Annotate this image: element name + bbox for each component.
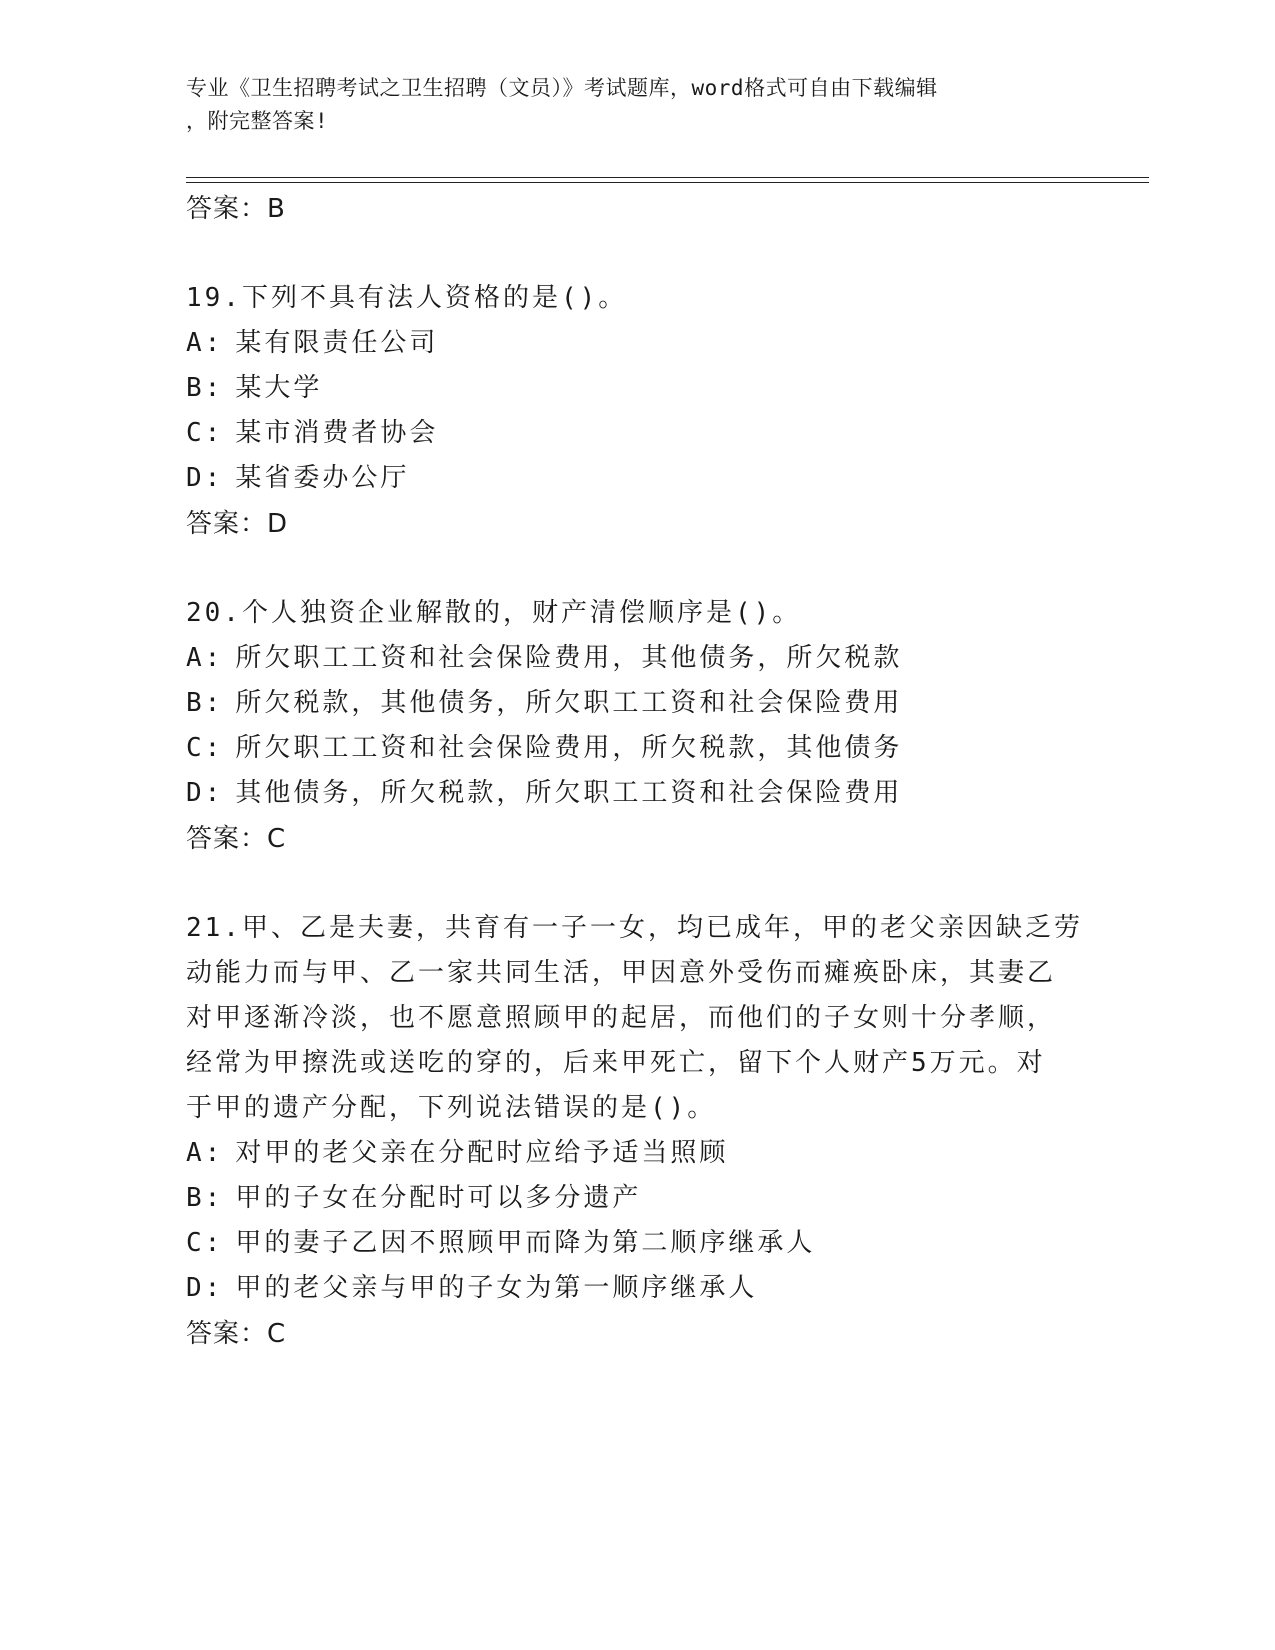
option-b — [186, 681, 1086, 726]
option-a — [186, 636, 1086, 681]
document-header — [186, 72, 1066, 138]
question-stem: 20.个人独资企业解散的，财产清偿顺序是()。 — [186, 598, 802, 628]
answer-line: 答案：C — [186, 824, 287, 854]
answer-line: 答案：C — [186, 1319, 287, 1349]
option-a — [186, 321, 1086, 366]
option-key: A: — [186, 643, 224, 673]
header-line-1: 专业《卫生招聘考试之卫生招聘（文员）》考试题库，word格式可自由下载编辑 — [186, 76, 938, 100]
option-c — [186, 726, 1086, 771]
question-stem-line: 经常为甲擦洗或送吃的穿的，后来甲死亡，留下个人财产5万元。对 — [186, 1048, 1046, 1078]
option-text: 所欠职工工资和社会保险费用，其他债务，所欠税款 — [235, 643, 903, 673]
option-key: C: — [186, 733, 224, 763]
option-key: B: — [186, 688, 224, 718]
question-20 — [186, 591, 1086, 862]
option-key: B: — [186, 1183, 224, 1213]
option-key: C: — [186, 418, 224, 448]
option-c — [186, 1221, 1086, 1266]
option-text: 甲的妻子乙因不照顾甲而降为第二顺序继承人 — [235, 1228, 816, 1258]
option-a — [186, 1131, 1086, 1176]
option-key: D: — [186, 778, 224, 808]
option-key: A: — [186, 328, 224, 358]
option-key: A: — [186, 1138, 224, 1168]
option-b — [186, 366, 1086, 411]
question-19 — [186, 276, 1086, 547]
header-line-2: ，附完整答案! — [186, 109, 329, 133]
option-b — [186, 1176, 1086, 1221]
option-text: 某有限责任公司 — [235, 328, 439, 358]
option-text: 甲的老父亲与甲的子女为第一顺序继承人 — [235, 1273, 758, 1303]
option-key: D: — [186, 463, 224, 493]
question-stem-line: 动能力而与甲、乙一家共同生活，甲因意外受伤而瘫痪卧床，其妻乙 — [186, 958, 1057, 988]
option-d — [186, 456, 1086, 501]
option-text: 某大学 — [235, 373, 323, 403]
option-key: C: — [186, 1228, 224, 1258]
header-divider-bottom — [186, 182, 1149, 183]
option-text: 所欠职工工资和社会保险费用，所欠税款，其他债务 — [235, 733, 903, 763]
option-key: B: — [186, 373, 224, 403]
header-divider-top — [186, 177, 1149, 178]
option-text: 某市消费者协会 — [235, 418, 439, 448]
option-text: 所欠税款，其他债务，所欠职工工资和社会保险费用 — [235, 688, 903, 718]
option-d — [186, 1266, 1086, 1311]
question-21 — [186, 906, 1086, 1357]
option-key: D: — [186, 1273, 224, 1303]
question-stem-line: 于甲的遗产分配，下列说法错误的是()。 — [186, 1093, 717, 1123]
question-stem-line: 21.甲、乙是夫妻，共育有一子一女，均已成年，甲的老父亲因缺乏劳 — [186, 913, 1083, 943]
answer-line: 答案：B — [186, 194, 286, 224]
option-c — [186, 411, 1086, 456]
option-text: 某省委办公厅 — [235, 463, 410, 493]
question-stem-line: 对甲逐渐冷淡，也不愿意照顾甲的起居，而他们的子女则十分孝顺， — [186, 1003, 1057, 1033]
option-text: 甲的子女在分配时可以多分遗产 — [235, 1183, 642, 1213]
question-stem: 19.下列不具有法人资格的是()。 — [186, 283, 628, 313]
option-d — [186, 771, 1086, 816]
question-list — [186, 186, 1086, 1357]
answer-line: 答案：D — [186, 509, 289, 539]
option-text: 其他债务，所欠税款，所欠职工工资和社会保险费用 — [235, 778, 903, 808]
option-text: 对甲的老父亲在分配时应给予适当照顾 — [235, 1138, 729, 1168]
